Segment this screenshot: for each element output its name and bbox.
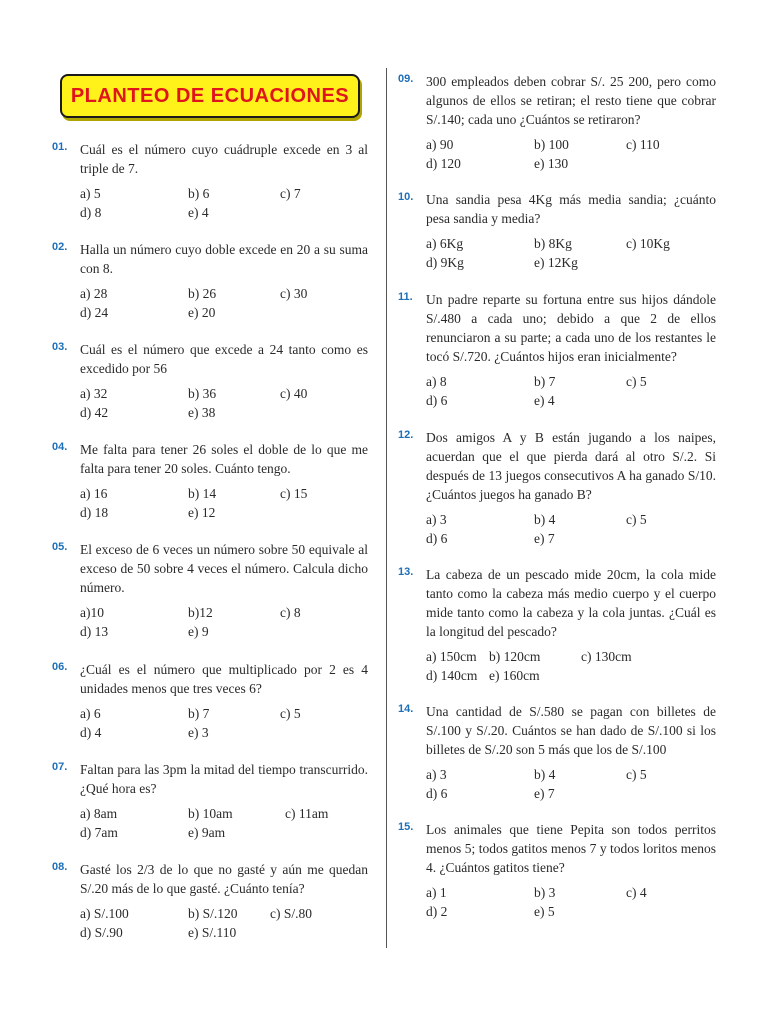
answer-option: e) 130 bbox=[534, 156, 569, 171]
option-row bbox=[80, 403, 368, 422]
answer-option: c) 5 bbox=[626, 512, 647, 527]
option-row bbox=[80, 503, 368, 522]
answer-option: d) 8 bbox=[80, 205, 102, 220]
answer-option: a) 90 bbox=[426, 137, 454, 152]
question-number: 11. bbox=[398, 291, 413, 303]
answer-option: c) 5 bbox=[626, 767, 647, 782]
answer-options bbox=[80, 484, 368, 522]
answer-option: a) 6Kg bbox=[426, 236, 464, 251]
answer-option: c) 8 bbox=[280, 605, 301, 620]
answer-option: e) 12Kg bbox=[534, 255, 578, 270]
question-number: 12. bbox=[398, 429, 414, 441]
question-4 bbox=[52, 440, 368, 522]
option-row bbox=[80, 184, 368, 203]
answer-option: c) 30 bbox=[280, 286, 308, 301]
question-text: 300 empleados deben cobrar S/. 25 200, pero como algunos de ellos se retiran; el resto tiene que cobrar S/.140; cada uno ¿Cuántos se retiraron? bbox=[426, 74, 716, 127]
answer-option: c) 10Kg bbox=[626, 236, 670, 251]
answer-option: e) 4 bbox=[534, 393, 555, 408]
answer-option: a) 6 bbox=[80, 706, 101, 721]
answer-options bbox=[426, 372, 716, 410]
option-row bbox=[80, 804, 368, 823]
answer-option: e) 9am bbox=[188, 825, 226, 840]
answer-option: e) S/.110 bbox=[188, 925, 237, 940]
answer-option: b) 10am bbox=[188, 806, 233, 821]
option-row bbox=[80, 284, 368, 303]
answer-option: b) 36 bbox=[188, 386, 217, 401]
answer-option: a) 150cm bbox=[426, 649, 477, 664]
question-number: 06. bbox=[52, 661, 68, 673]
answer-option: c) 5 bbox=[626, 374, 647, 389]
option-row bbox=[80, 904, 368, 923]
option-row bbox=[80, 603, 368, 622]
answer-options bbox=[80, 603, 368, 641]
question-7 bbox=[52, 760, 368, 842]
answer-options bbox=[80, 804, 368, 842]
answer-option: d) 2 bbox=[426, 904, 448, 919]
question-text: Una cantidad de S/.580 se pagan con billetes de S/.100 y S/.20. Cuántos se han dado de S/.100 si los billetes de S/.20 son 5 más que los de S/.100 bbox=[426, 704, 716, 757]
option-row bbox=[80, 923, 368, 942]
option-row bbox=[426, 666, 716, 685]
answer-option: d) 6 bbox=[426, 786, 448, 801]
page-title: PLANTEO DE ECUACIONES bbox=[70, 84, 350, 107]
answer-option: b)12 bbox=[188, 605, 213, 620]
answer-option: a) 16 bbox=[80, 486, 108, 501]
option-row bbox=[80, 384, 368, 403]
answer-option: d) 18 bbox=[80, 505, 109, 520]
question-text: Cuál es el número cuyo cuádruple excede en 3 al triple de 7. bbox=[80, 142, 368, 176]
answer-option: c) 7 bbox=[280, 186, 301, 201]
answer-option: b) 26 bbox=[188, 286, 217, 301]
question-text: La cabeza de un pescado mide 20cm, la cola mide tanto como la cabeza más medio cuerpo y el cuerpo mide tanto como la cabeza y la cola juntas. ¿Cuál es la longitud del pescado? bbox=[426, 567, 716, 639]
answer-options bbox=[426, 510, 716, 548]
question-number: 02. bbox=[52, 241, 68, 253]
answer-option: e) 3 bbox=[188, 725, 209, 740]
answer-option: b) 4 bbox=[534, 767, 556, 782]
question-number: 05. bbox=[52, 541, 68, 553]
question-text: Faltan para las 3pm la mitad del tiempo transcurrido. ¿Qué hora es? bbox=[80, 762, 368, 796]
answer-option: b) 3 bbox=[534, 885, 556, 900]
option-row bbox=[80, 622, 368, 641]
question-8 bbox=[52, 860, 368, 942]
question-9 bbox=[398, 72, 716, 173]
answer-options bbox=[80, 184, 368, 222]
answer-options bbox=[426, 647, 716, 685]
option-row bbox=[426, 883, 716, 902]
answer-option: d) 120 bbox=[426, 156, 461, 171]
answer-option: e) 160cm bbox=[489, 668, 540, 683]
answer-options bbox=[426, 135, 716, 173]
answer-option: b) 14 bbox=[188, 486, 217, 501]
question-text: Una sandia pesa 4Kg más media sandia; ¿cuánto pesa sandia y media? bbox=[426, 192, 716, 226]
question-text: Gasté los 2/3 de lo que no gasté y aún me quedan S/.20 más de lo que gasté. ¿Cuánto tenía? bbox=[80, 862, 368, 896]
answer-option: e) 7 bbox=[534, 786, 555, 801]
answer-options bbox=[426, 883, 716, 921]
question-number: 07. bbox=[52, 761, 68, 773]
answer-option: b) 8Kg bbox=[534, 236, 572, 251]
answer-option: c) 5 bbox=[280, 706, 301, 721]
question-number: 14. bbox=[398, 703, 414, 715]
question-text: Los animales que tiene Pepita son todos perritos menos 5; todos gatitos menos 7 y todos loritos menos 4. ¿Cuántos gatitos tiene? bbox=[426, 822, 716, 875]
option-row bbox=[80, 484, 368, 503]
answer-options bbox=[80, 904, 368, 942]
answer-options bbox=[426, 765, 716, 803]
option-row bbox=[426, 510, 716, 529]
title-banner bbox=[60, 74, 360, 118]
option-row bbox=[426, 902, 716, 921]
answer-option: d) 7am bbox=[80, 825, 118, 840]
question-15 bbox=[398, 820, 716, 921]
answer-option: d) 6 bbox=[426, 531, 448, 546]
answer-option: a) 28 bbox=[80, 286, 108, 301]
question-12 bbox=[398, 428, 716, 548]
question-text: Me falta para tener 26 soles el doble de lo que me falta para tener 20 soles. Cuánto tengo. bbox=[80, 442, 368, 476]
answer-option: d) 13 bbox=[80, 624, 109, 639]
question-14 bbox=[398, 702, 716, 803]
answer-option: c) 15 bbox=[280, 486, 308, 501]
answer-option: c) 4 bbox=[626, 885, 647, 900]
answer-option: a) 1 bbox=[426, 885, 447, 900]
question-2 bbox=[52, 240, 368, 322]
answer-option: e) 7 bbox=[534, 531, 555, 546]
answer-option: e) 20 bbox=[188, 305, 216, 320]
answer-option: b) 4 bbox=[534, 512, 556, 527]
option-row bbox=[426, 135, 716, 154]
answer-option: e) 5 bbox=[534, 904, 555, 919]
answer-option: b) 7 bbox=[188, 706, 210, 721]
answer-option: e) 38 bbox=[188, 405, 216, 420]
answer-option: d) 24 bbox=[80, 305, 109, 320]
answer-option: e) 9 bbox=[188, 624, 209, 639]
question-5 bbox=[52, 540, 368, 641]
answer-option: b) S/.120 bbox=[188, 906, 238, 921]
answer-options bbox=[426, 234, 716, 272]
option-row bbox=[80, 704, 368, 723]
answer-option: b) 6 bbox=[188, 186, 210, 201]
answer-option: d) 42 bbox=[80, 405, 109, 420]
answer-options bbox=[80, 704, 368, 742]
option-row bbox=[80, 723, 368, 742]
option-row bbox=[426, 391, 716, 410]
question-10 bbox=[398, 190, 716, 272]
question-number: 13. bbox=[398, 566, 414, 578]
answer-option: a) 3 bbox=[426, 512, 447, 527]
answer-option: d) 6 bbox=[426, 393, 448, 408]
answer-option: c) 110 bbox=[626, 137, 660, 152]
question-number: 15. bbox=[398, 821, 414, 833]
answer-option: b) 7 bbox=[534, 374, 556, 389]
answer-options bbox=[80, 384, 368, 422]
answer-option: d) 4 bbox=[80, 725, 102, 740]
question-text: Halla un número cuyo doble excede en 20 a su suma con 8. bbox=[80, 242, 368, 276]
answer-option: d) S/.90 bbox=[80, 925, 123, 940]
question-number: 03. bbox=[52, 341, 68, 353]
answer-option: a) 8am bbox=[80, 806, 118, 821]
answer-option: a)10 bbox=[80, 605, 104, 620]
answer-option: d) 140cm bbox=[426, 668, 478, 683]
question-1 bbox=[52, 140, 368, 222]
option-row bbox=[426, 253, 716, 272]
question-text: Dos amigos A y B están jugando a los naipes, acuerdan que el que pierda dará al otro S/.2. Si después de 13 juegos consecutivos A ha ganado S/10. ¿Cuántos juegos ha ganado B? bbox=[426, 430, 716, 502]
answer-option: a) 5 bbox=[80, 186, 101, 201]
answer-option: e) 12 bbox=[188, 505, 216, 520]
question-text: Cuál es el número que excede a 24 tanto como es excedido por 56 bbox=[80, 342, 368, 376]
question-number: 04. bbox=[52, 441, 68, 453]
answer-option: a) 8 bbox=[426, 374, 447, 389]
answer-options bbox=[80, 284, 368, 322]
question-11 bbox=[398, 290, 716, 410]
option-row bbox=[426, 529, 716, 548]
answer-option: a) 3 bbox=[426, 767, 447, 782]
answer-option: c) S/.80 bbox=[270, 906, 312, 921]
option-row bbox=[426, 234, 716, 253]
answer-option: c) 11am bbox=[285, 806, 329, 821]
answer-option: c) 40 bbox=[280, 386, 308, 401]
option-row bbox=[426, 765, 716, 784]
option-row bbox=[80, 203, 368, 222]
option-row bbox=[426, 784, 716, 803]
question-number: 08. bbox=[52, 861, 68, 873]
question-text: Un padre reparte su fortuna entre sus hijos dándole S/.480 a cada uno; debido a que 2 de ellos renunciaron a su parte; a cada uno de los restantes le tocó S/.720. ¿Cuántos hijos eran inicialmente? bbox=[426, 292, 716, 364]
option-row bbox=[80, 823, 368, 842]
question-text: ¿Cuál es el número que multiplicado por 2 es 4 unidades menos que tres veces 6? bbox=[80, 662, 368, 696]
question-number: 10. bbox=[398, 191, 414, 203]
question-6 bbox=[52, 660, 368, 742]
question-3 bbox=[52, 340, 368, 422]
question-13 bbox=[398, 565, 716, 685]
answer-option: b) 120cm bbox=[489, 649, 541, 664]
column-divider bbox=[386, 68, 387, 948]
question-text: El exceso de 6 veces un número sobre 50 equivale al exceso de 50 sobre 4 veces el número. Calcula dicho número. bbox=[80, 542, 368, 595]
answer-option: d) 9Kg bbox=[426, 255, 464, 270]
option-row bbox=[80, 303, 368, 322]
answer-option: a) S/.100 bbox=[80, 906, 129, 921]
option-row bbox=[426, 154, 716, 173]
question-number: 01. bbox=[52, 141, 68, 153]
answer-option: e) 4 bbox=[188, 205, 209, 220]
question-number: 09. bbox=[398, 73, 414, 85]
option-row bbox=[426, 647, 716, 666]
answer-option: a) 32 bbox=[80, 386, 108, 401]
answer-option: b) 100 bbox=[534, 137, 569, 152]
option-row bbox=[426, 372, 716, 391]
answer-option: c) 130cm bbox=[581, 649, 632, 664]
